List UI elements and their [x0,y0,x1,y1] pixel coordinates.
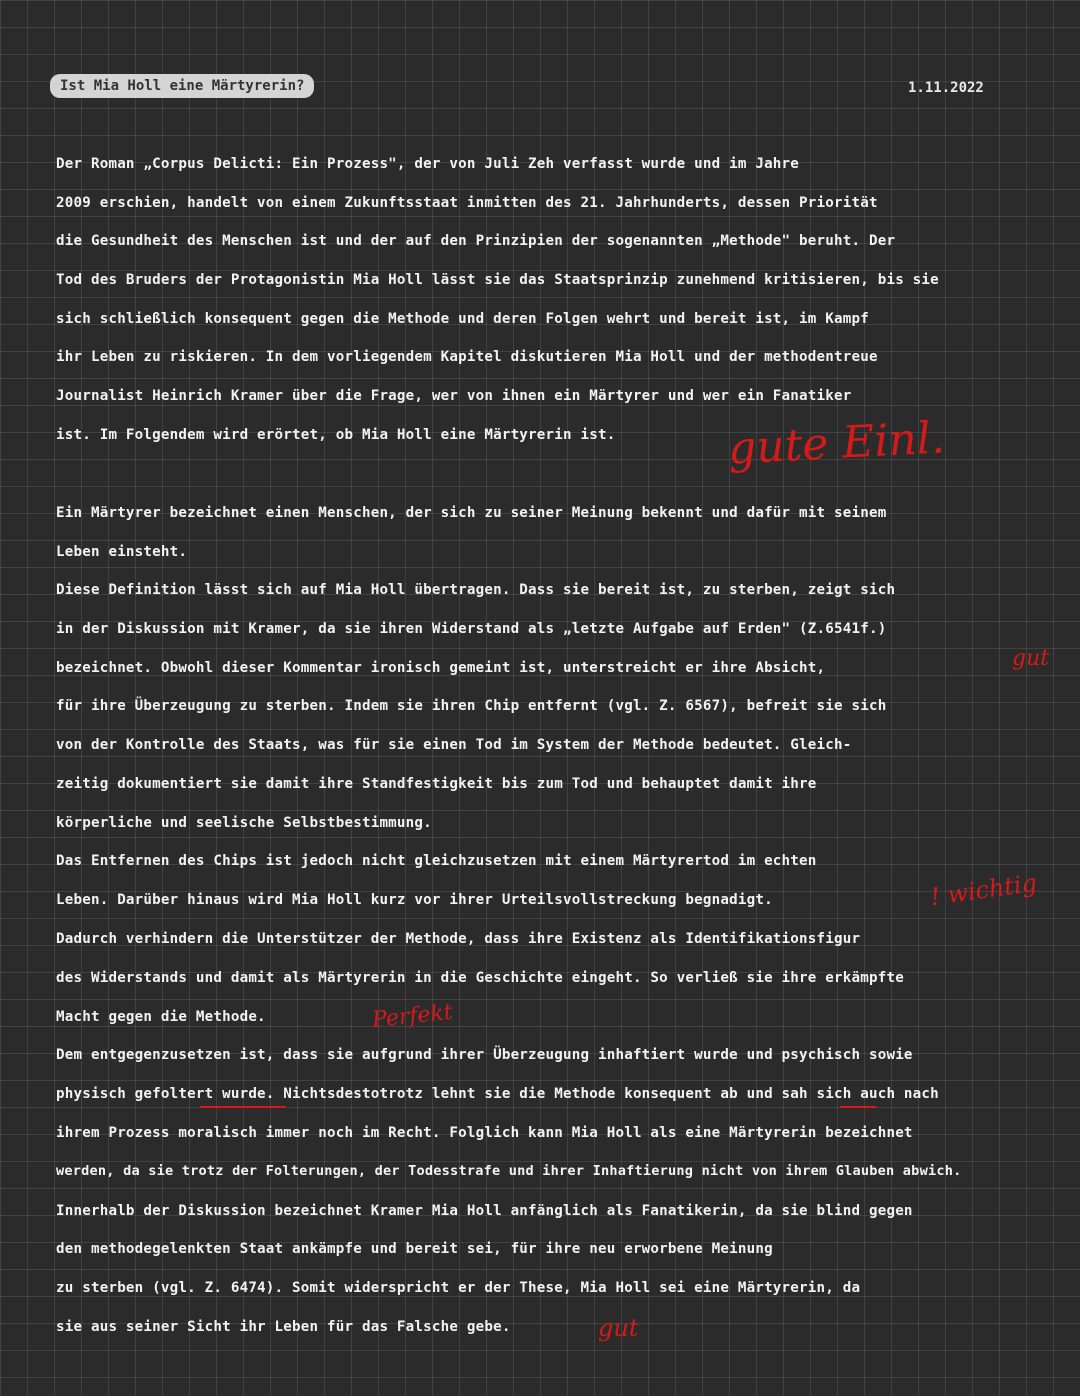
text-line: physisch gefoltert wurde. Nichtsdestotrotz lehnt sie die Methode konsequent ab und sah sich auch nach [56,1086,939,1102]
text-line: sie aus seiner Sicht ihr Leben für das Falsche gebe. [56,1319,511,1335]
text-line: Leben einsteht. [56,544,188,560]
text-line: bezeichnet. Obwohl dieser Kommentar ironisch gemeint ist, unterstreicht er ihre Absicht, [56,660,826,676]
correction-underline [200,1106,286,1108]
text-line: zu sterben (vgl. Z. 6474). Somit widerspricht er der These, Mia Holl sei eine Märtyrerin, da [56,1280,861,1296]
teacher-comment-intro: gute Einl. [726,412,946,475]
text-line: Journalist Heinrich Kramer über die Frage, wer von ihnen ein Märtyrer und wer ein Fanatiker [56,388,852,404]
correction-underline [840,1106,876,1108]
text-line: den methodegelenkten Staat ankämpfe und bereit sei, für ihre neu erworbene Meinung [56,1241,773,1257]
text-line: sich schließlich konsequent gegen die Methode und deren Folgen wehrt und bereit ist, im Kampf [56,311,869,327]
teacher-comment-perfekt: Perfekt [370,999,454,1034]
text-line: Tod des Bruders der Protagonistin Mia Holl lässt sie das Staatsprinzip zunehmend kritisieren, bis sie [56,272,939,288]
text-line: Innerhalb der Diskussion bezeichnet Kramer Mia Holl anfänglich als Fanatikerin, da sie blind gegen [56,1203,913,1219]
text-line: zeitig dokumentiert sie damit ihre Standfestigkeit bis zum Tod und behauptet damit ihre [56,776,817,792]
text-line: Diese Definition lässt sich auf Mia Holl übertragen. Dass sie bereit ist, zu sterben, zeigt sich [56,582,896,598]
text-line: Leben. Darüber hinaus wird Mia Holl kurz vor ihrer Urteilsvollstreckung begnadigt. [56,892,773,908]
text-line: von der Kontrolle des Staats, was für sie einen Tod im System der Methode bedeutet. Gleich- [56,737,852,753]
text-line: Dem entgegenzusetzen ist, dass sie aufgrund ihrer Überzeugung inhaftiert wurde und psychisch sowie [56,1047,913,1063]
text-line: für ihre Überzeugung zu sterben. Indem sie ihren Chip entfernt (vgl. Z. 6567), befreit sie sich [56,698,887,714]
teacher-comment-gut-end: gut [598,1314,639,1342]
text-line: 2009 erschien, handelt von einem Zukunftsstaat inmitten des 21. Jahrhunderts, dessen Priorität [56,195,878,211]
teacher-comment-wichtig: ! wichtig [928,868,1039,912]
text-line: ihrem Prozess moralisch immer noch im Recht. Folglich kann Mia Holl als eine Märtyrerin bezeichnet [56,1125,913,1141]
teacher-comment-gut: gut [1012,646,1050,671]
text-line: Macht gegen die Methode. [56,1009,266,1025]
text-line: Der Roman „Corpus Delicti: Ein Prozess", der von Juli Zeh verfasst wurde und im Jahre [56,156,800,172]
text-line: in der Diskussion mit Kramer, da sie ihren Widerstand als „letzte Aufgabe auf Erden" (Z.6541f.) [56,621,887,637]
text-line: die Gesundheit des Menschen ist und der auf den Prinzipien der sogenannten „Methode" beruht. Der [56,233,896,249]
text-line: werden, da sie trotz der Folterungen, der Todesstrafe und ihrer Inhaftierung nicht von ihrem Glauben abwich. [56,1163,962,1179]
text-line: Das Entfernen des Chips ist jedoch nicht gleichzusetzen mit einem Märtyrertod im echten [56,853,817,869]
text-line: ist. Im Folgendem wird erörtet, ob Mia Holl eine Märtyrerin ist. [56,427,616,443]
text-line: Dadurch verhindern die Unterstützer der Methode, dass ihre Existenz als Identifikationsfigur [56,931,861,947]
text-line: ihr Leben zu riskieren. In dem vorliegendem Kapitel diskutieren Mia Holl und der methodentreue [56,349,878,365]
text-line: des Widerstands und damit als Märtyrerin in die Geschichte eingeht. So verließ sie ihre erkämpfte [56,970,904,986]
text-line: körperliche und seelische Selbstbestimmung. [56,815,432,831]
date-label: 1.11.2022 [908,80,984,96]
page-title: Ist Mia Holl eine Märtyrerin? [50,74,314,98]
text-line: Ein Märtyrer bezeichnet einen Menschen, der sich zu seiner Meinung bekennt und dafür mit seinem [56,505,887,521]
